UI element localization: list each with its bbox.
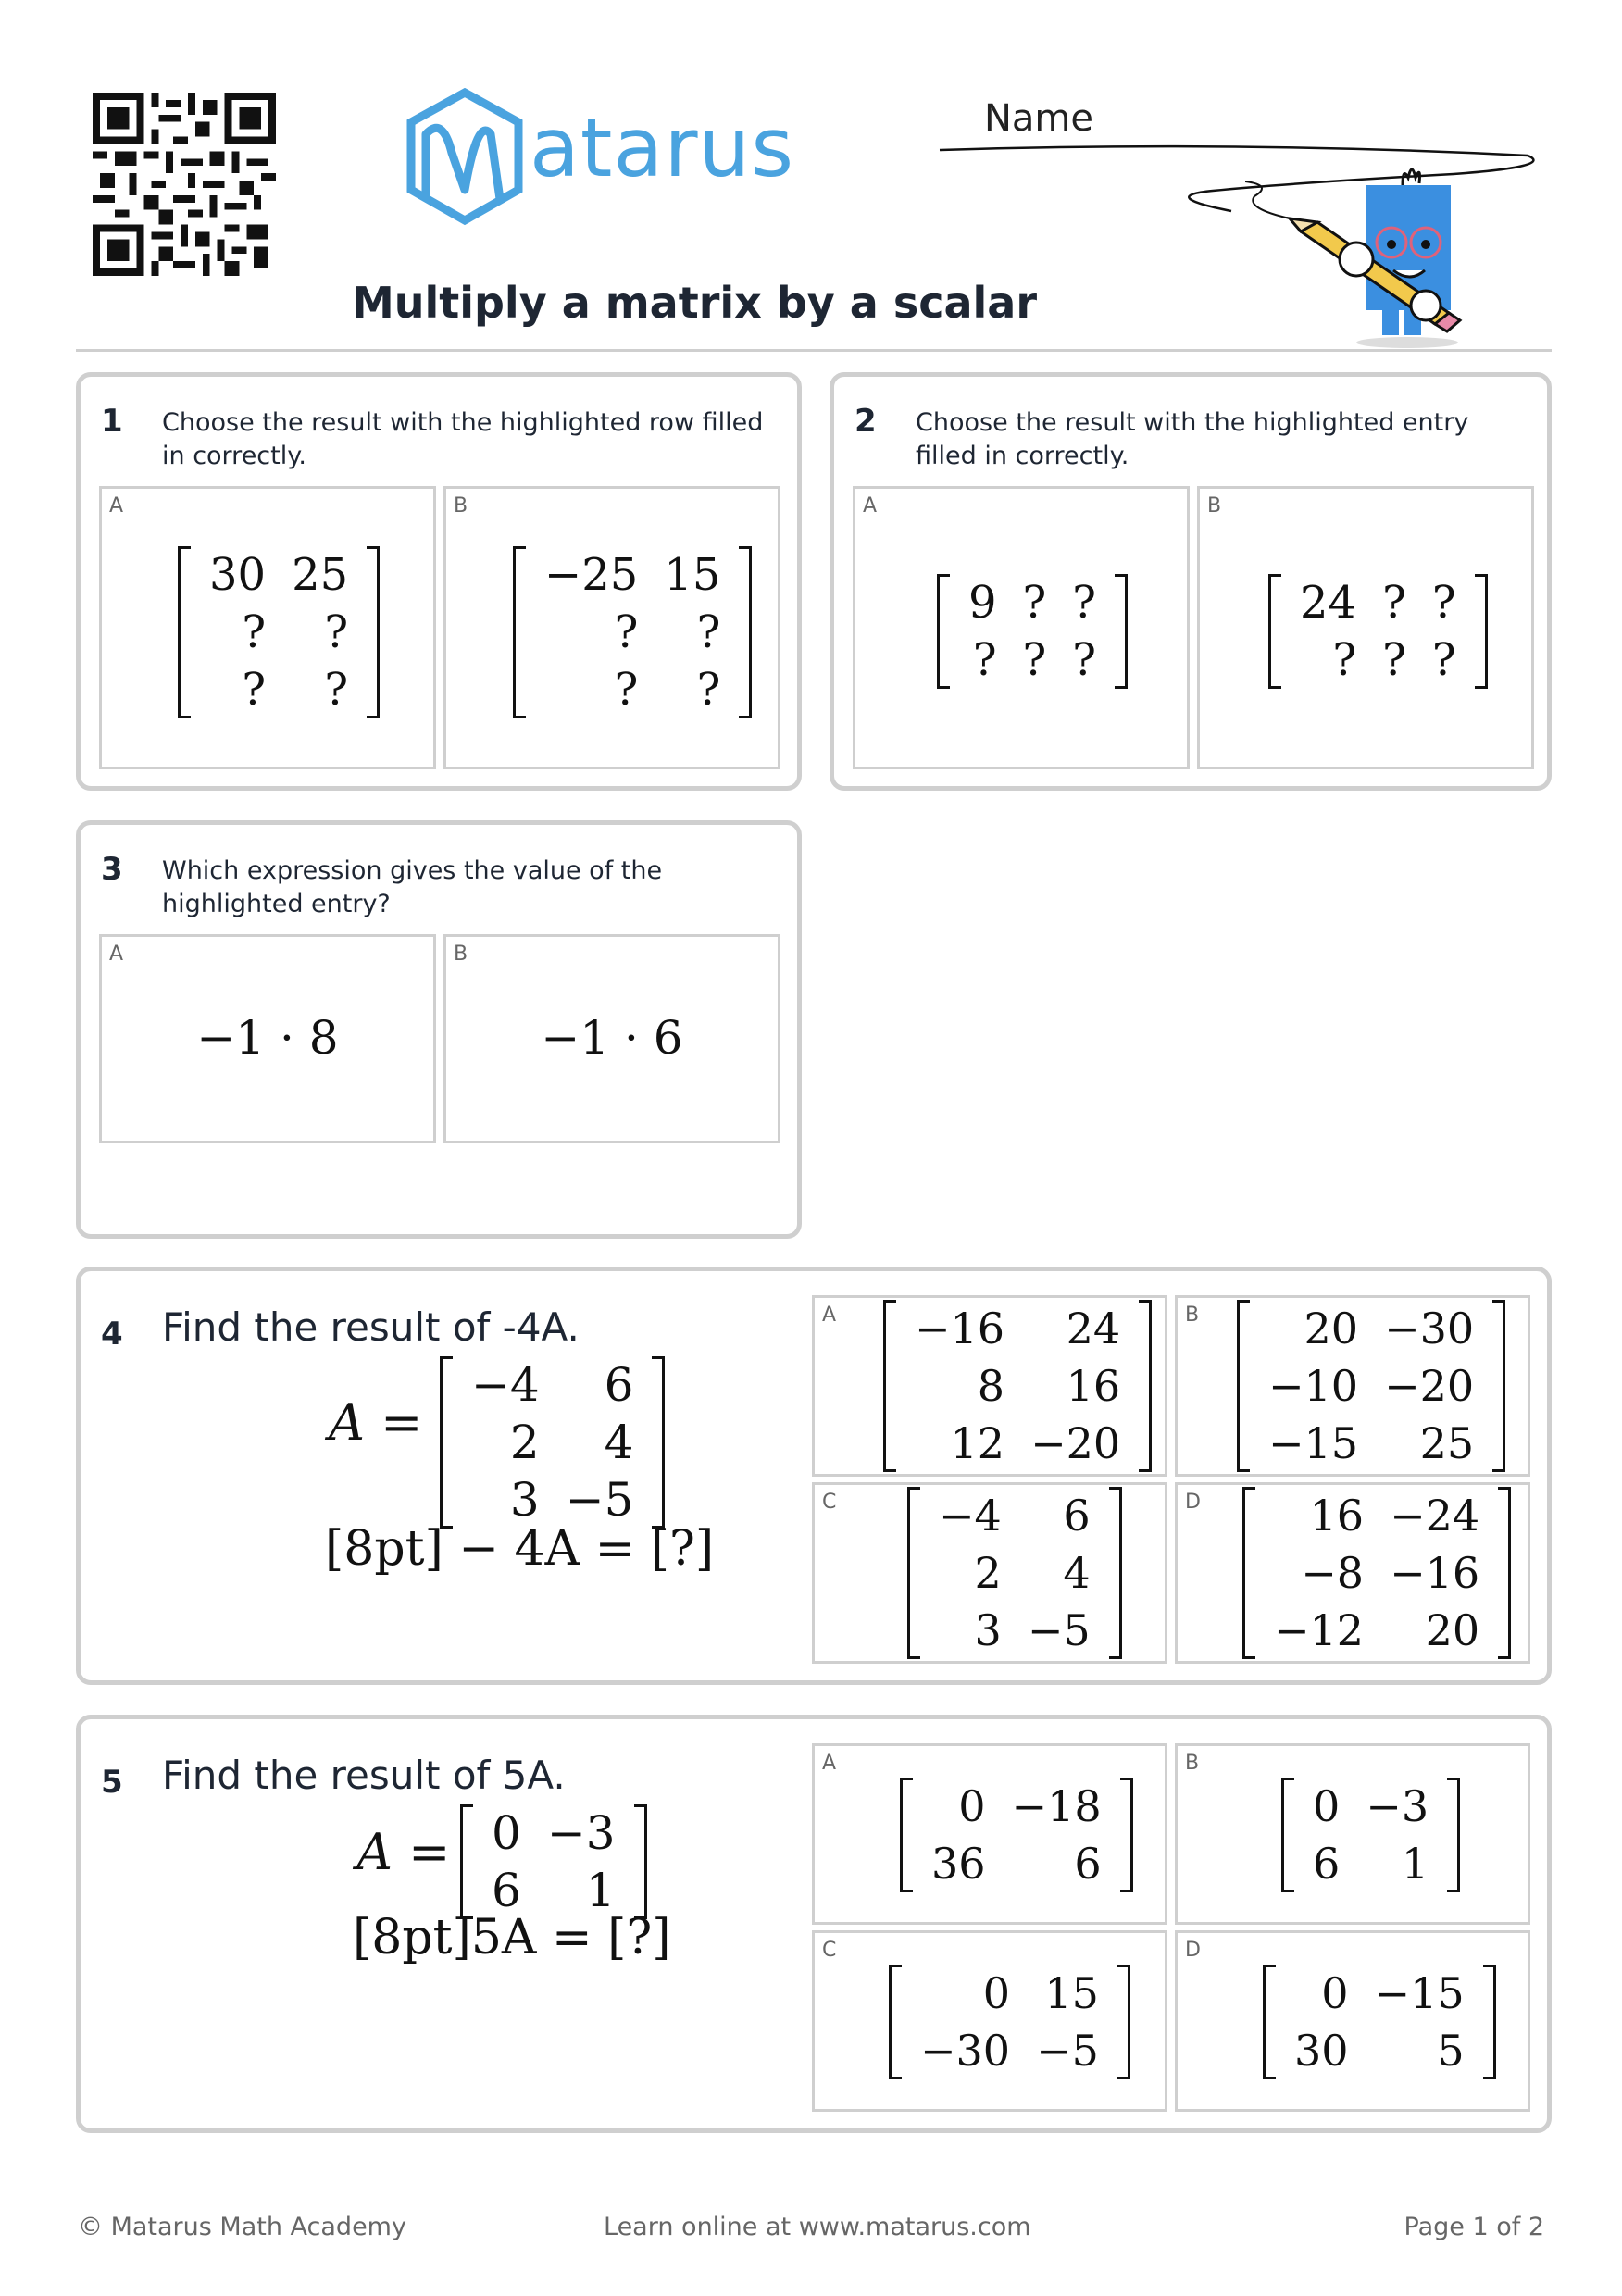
question-card-1 <box>76 372 802 791</box>
answer-option-b[interactable] <box>443 934 780 1143</box>
option-label: A <box>109 494 124 518</box>
option-label: B <box>1207 494 1222 518</box>
option-label: D <box>1185 1939 1201 1962</box>
option-label: A <box>863 494 878 518</box>
option-label: A <box>822 1752 837 1775</box>
option-matrix: 0 −18 36 6 <box>900 1778 1133 1892</box>
answer-option-d[interactable] <box>1175 1482 1530 1664</box>
option-matrix: 30 25 ? ? ? ? <box>178 546 380 718</box>
answer-option-b[interactable] <box>1197 486 1534 769</box>
given-matrix: −4 6 2 4 3 −5 <box>440 1356 665 1529</box>
answer-option-b[interactable] <box>1175 1743 1530 1925</box>
header-divider <box>76 349 1552 352</box>
name-label: Name <box>984 97 1094 140</box>
question-card-4 <box>76 1267 1552 1685</box>
question-number: 2 <box>855 403 877 440</box>
option-matrix: −4 6 2 4 3 −5 <box>907 1487 1122 1659</box>
option-expression: −1 · 8 <box>196 1011 339 1065</box>
matrix-lhs: A = <box>329 1393 423 1452</box>
option-matrix: 0 −3 6 1 <box>1281 1778 1460 1892</box>
option-label: B <box>454 494 468 518</box>
answer-option-c[interactable] <box>812 1482 1167 1664</box>
question-number: 5 <box>101 1764 123 1801</box>
footer-copyright: © Matarus Math Academy <box>78 2213 406 2241</box>
option-matrix: −16 24 8 16 12 −20 <box>883 1300 1152 1472</box>
question-number: 4 <box>101 1316 123 1353</box>
question-prompt: Find the result of 5A. <box>162 1753 566 1798</box>
qr-code-icon <box>93 93 276 276</box>
answer-option-a[interactable] <box>812 1743 1167 1925</box>
option-label: A <box>109 942 124 966</box>
answer-option-a[interactable] <box>99 934 436 1143</box>
option-label: D <box>1185 1491 1201 1514</box>
answer-option-b[interactable] <box>443 486 780 769</box>
question-prompt: Which expression gives the value of the highlighted entry? <box>162 856 663 918</box>
question-number: 1 <box>101 403 123 440</box>
option-matrix: 9 ? ? ? ? ? <box>937 574 1128 689</box>
footer-website[interactable]: Learn online at www.matarus.com <box>604 2213 1031 2241</box>
answer-line: [8pt] − 4A = [?] <box>325 1521 715 1577</box>
option-label: B <box>454 942 468 966</box>
answer-option-c[interactable] <box>812 1930 1167 2112</box>
answer-option-a[interactable] <box>99 486 436 769</box>
given-matrix: 0 −3 6 1 <box>460 1804 647 1919</box>
answer-option-d[interactable] <box>1175 1930 1530 2112</box>
option-matrix: 0 −15 30 5 <box>1263 1965 1496 2079</box>
option-matrix: 16 −24 −8 −16 −12 20 <box>1242 1487 1511 1659</box>
question-number: 3 <box>101 851 123 888</box>
question-prompt: Choose the result with the highlighted entry filled in correctly. <box>916 408 1469 470</box>
question-card-2 <box>830 372 1552 791</box>
option-label: B <box>1185 1752 1200 1775</box>
answer-line: [8pt]5A = [?] <box>353 1910 671 1965</box>
option-label: C <box>822 1491 837 1514</box>
option-matrix: 0 15 −30 −5 <box>889 1965 1130 2079</box>
page-title: Multiply a matrix by a scalar <box>351 278 1038 328</box>
question-card-3 <box>76 820 802 1239</box>
option-label: C <box>822 1939 837 1962</box>
answer-option-b[interactable] <box>1175 1295 1530 1477</box>
question-card-5 <box>76 1715 1552 2133</box>
option-matrix: 24 ? ? ? ? ? <box>1268 574 1488 689</box>
logo-wordmark: atarus <box>530 100 795 195</box>
matrix-lhs: A = <box>356 1823 451 1881</box>
option-label: B <box>1185 1304 1200 1327</box>
option-expression: −1 · 6 <box>541 1011 683 1065</box>
answer-option-a[interactable] <box>812 1295 1167 1477</box>
footer-page-number: Page 1 of 2 <box>1404 2213 1544 2241</box>
option-matrix: 20 −30 −10 −20 −15 25 <box>1237 1300 1505 1472</box>
option-matrix: −25 15 ? ? ? ? <box>513 546 752 718</box>
option-label: A <box>822 1304 837 1327</box>
question-prompt: Find the result of -4A. <box>162 1304 580 1350</box>
question-prompt: Choose the result with the highlighted row filled in correctly. <box>162 408 764 470</box>
answer-option-a[interactable] <box>853 486 1190 769</box>
